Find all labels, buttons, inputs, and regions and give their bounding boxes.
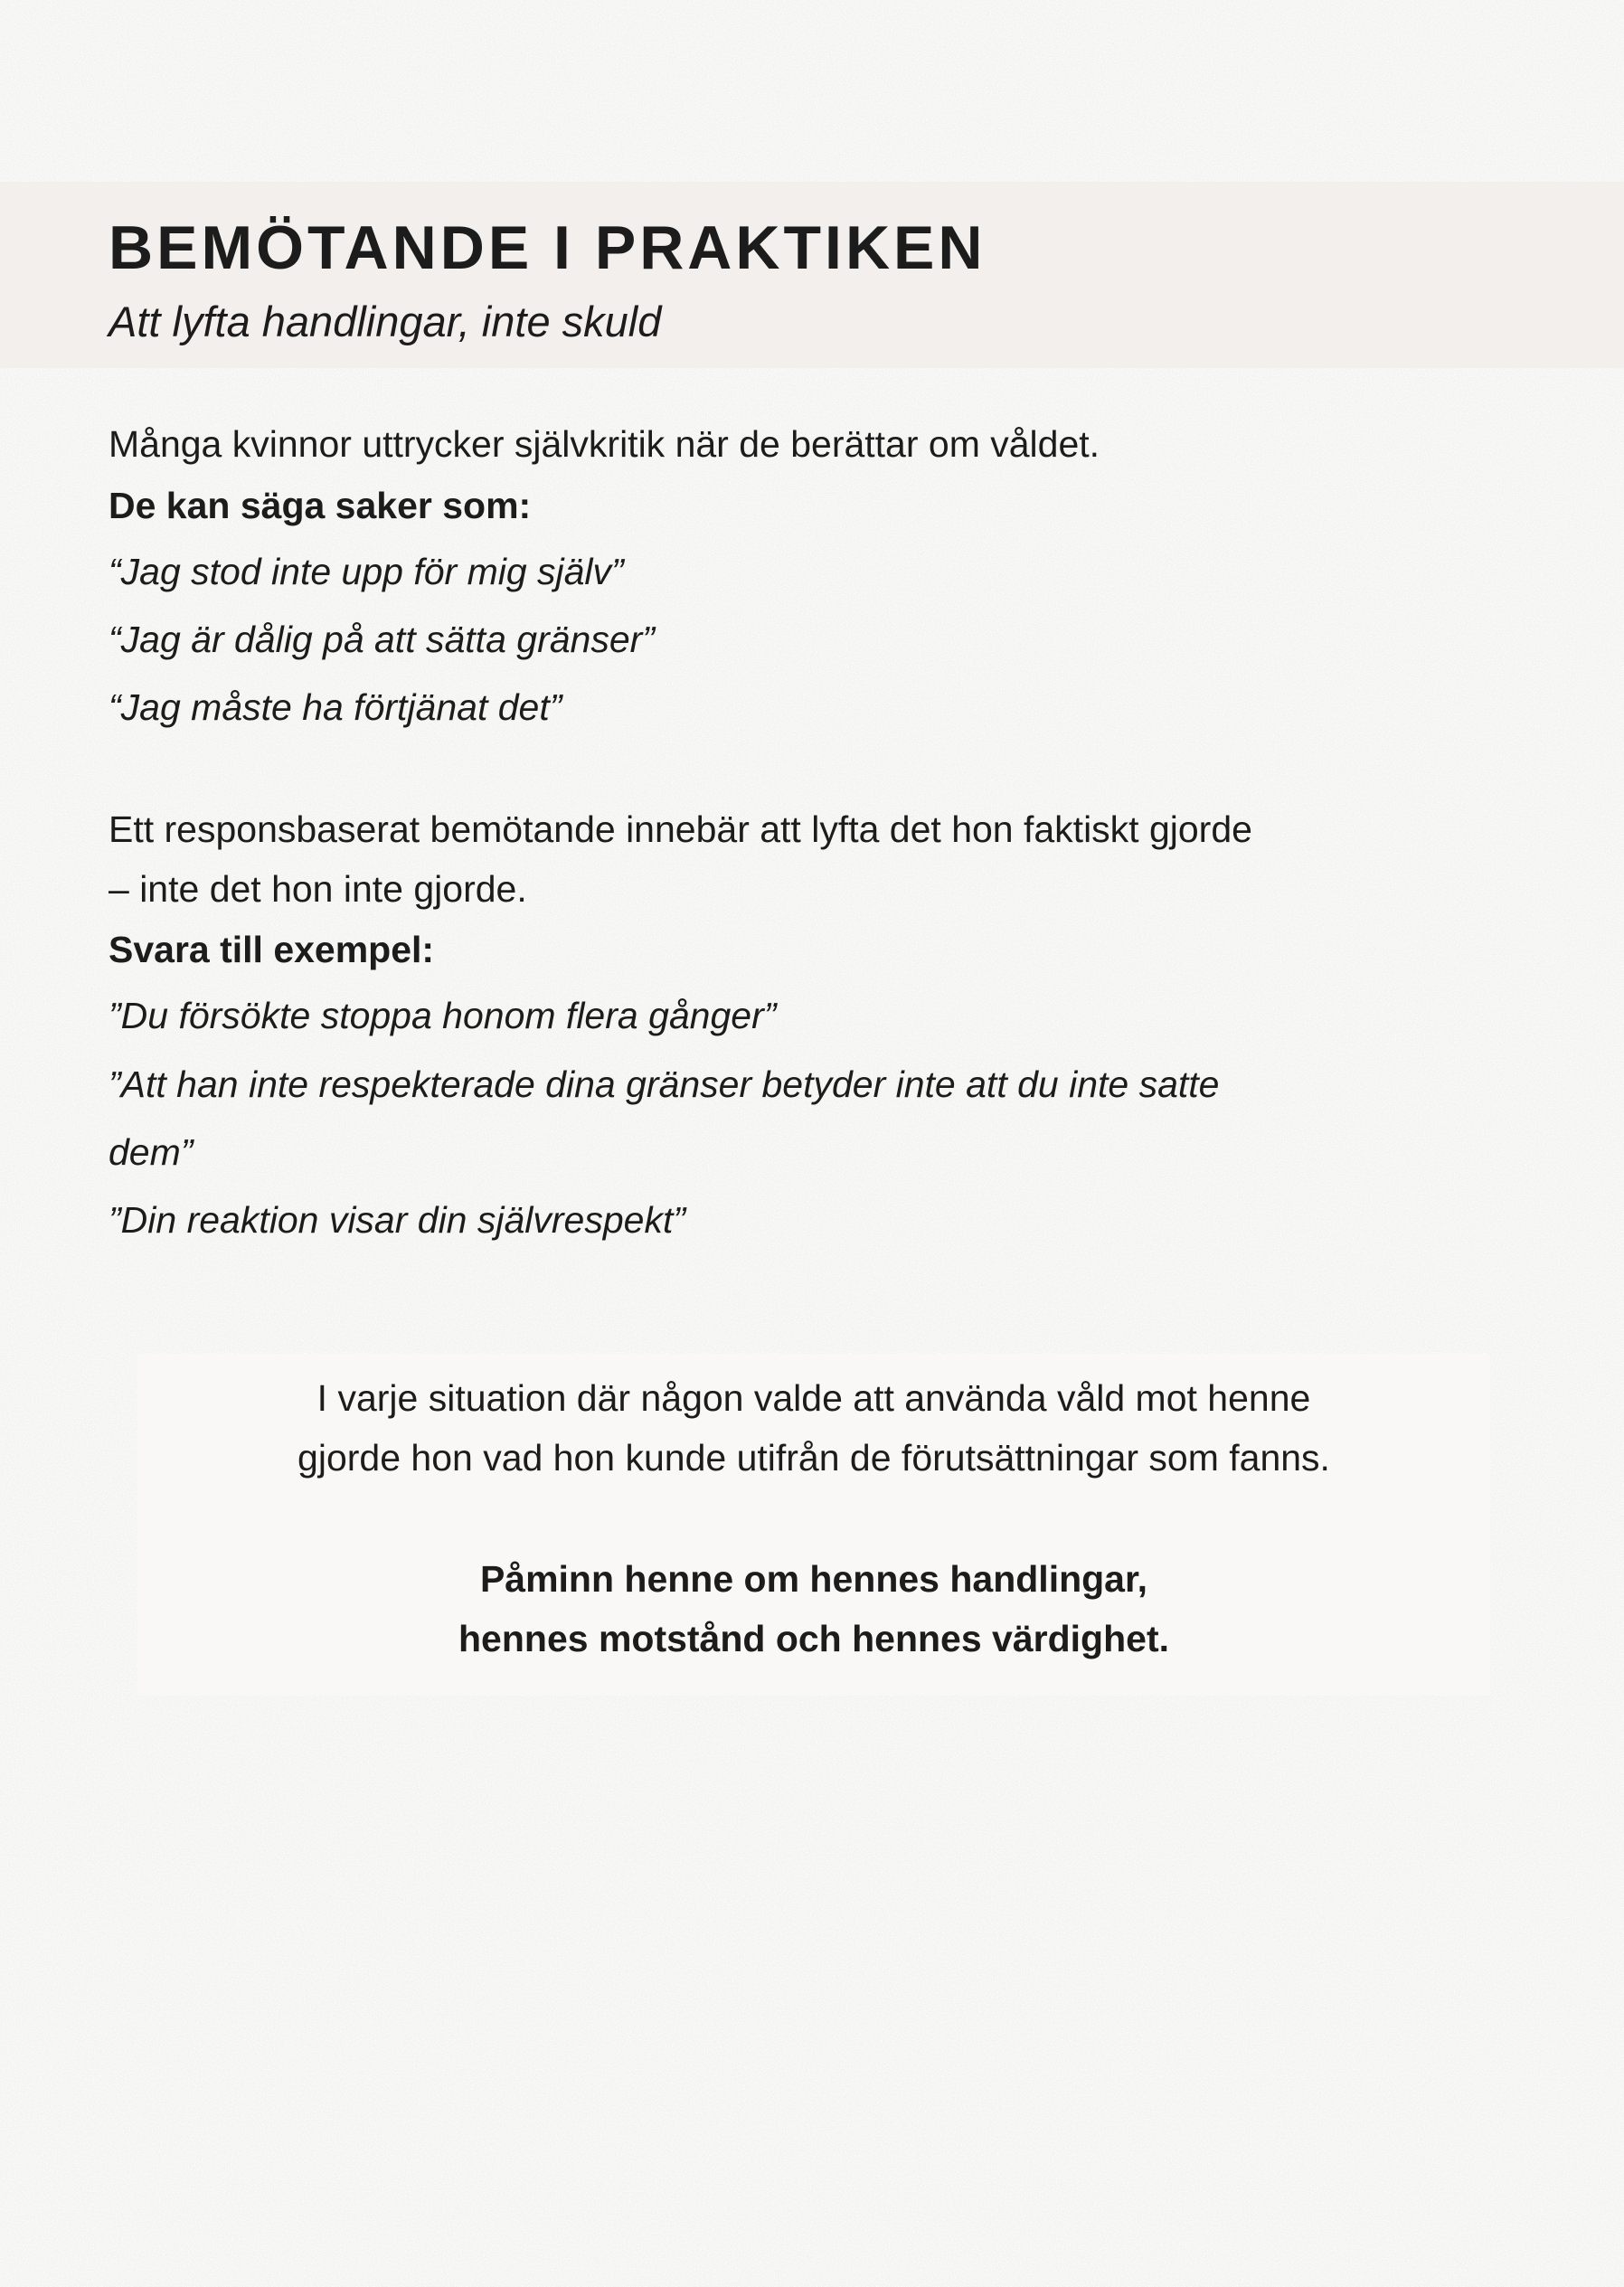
callout-box [137,1354,1490,1696]
page-title: BEMÖTANDE I PRAKTIKEN [109,213,987,282]
page-subtitle: Att lyfta handlingar, inte skuld [109,298,662,345]
response-text: Ett responsbaserat bemötande innebär att lyfta det hon faktiskt gjorde [109,808,1252,850]
callout-emphasis: hennes motstånd och hennes värdighet. [458,1618,1169,1659]
response-quote: dem” [109,1131,194,1173]
response-text: – inte det hon inte gjorde. [109,868,527,910]
intro-quote: “Jag är dålig på att sätta gränser” [109,619,655,660]
intro-quote: “Jag stod inte upp för mig själv” [109,551,624,592]
callout-text: I varje situation där någon valde att använda våld mot henne [316,1377,1311,1419]
callout-emphasis: Påminn henne om hennes handlingar, [479,1558,1148,1600]
response-quote: ”Du försökte stoppa honom flera gånger” [109,995,777,1036]
response-quote: ”Din reaktion visar din självrespekt” [109,1199,686,1241]
intro-quote: “Jag måste ha förtjänat det” [109,686,562,728]
response-label: Svara till exempel: [109,929,435,970]
response-quote: ”Att han inte respekterade dina gränser betyder inte att du inte satte [109,1063,1220,1105]
intro-text: Många kvinnor uttrycker självkritik när de berättar om våldet. [109,423,1100,465]
callout-text: gjorde hon vad hon kunde utifrån de förutsättningar som fanns. [297,1437,1330,1479]
intro-label: De kan säga saker som: [109,485,532,526]
